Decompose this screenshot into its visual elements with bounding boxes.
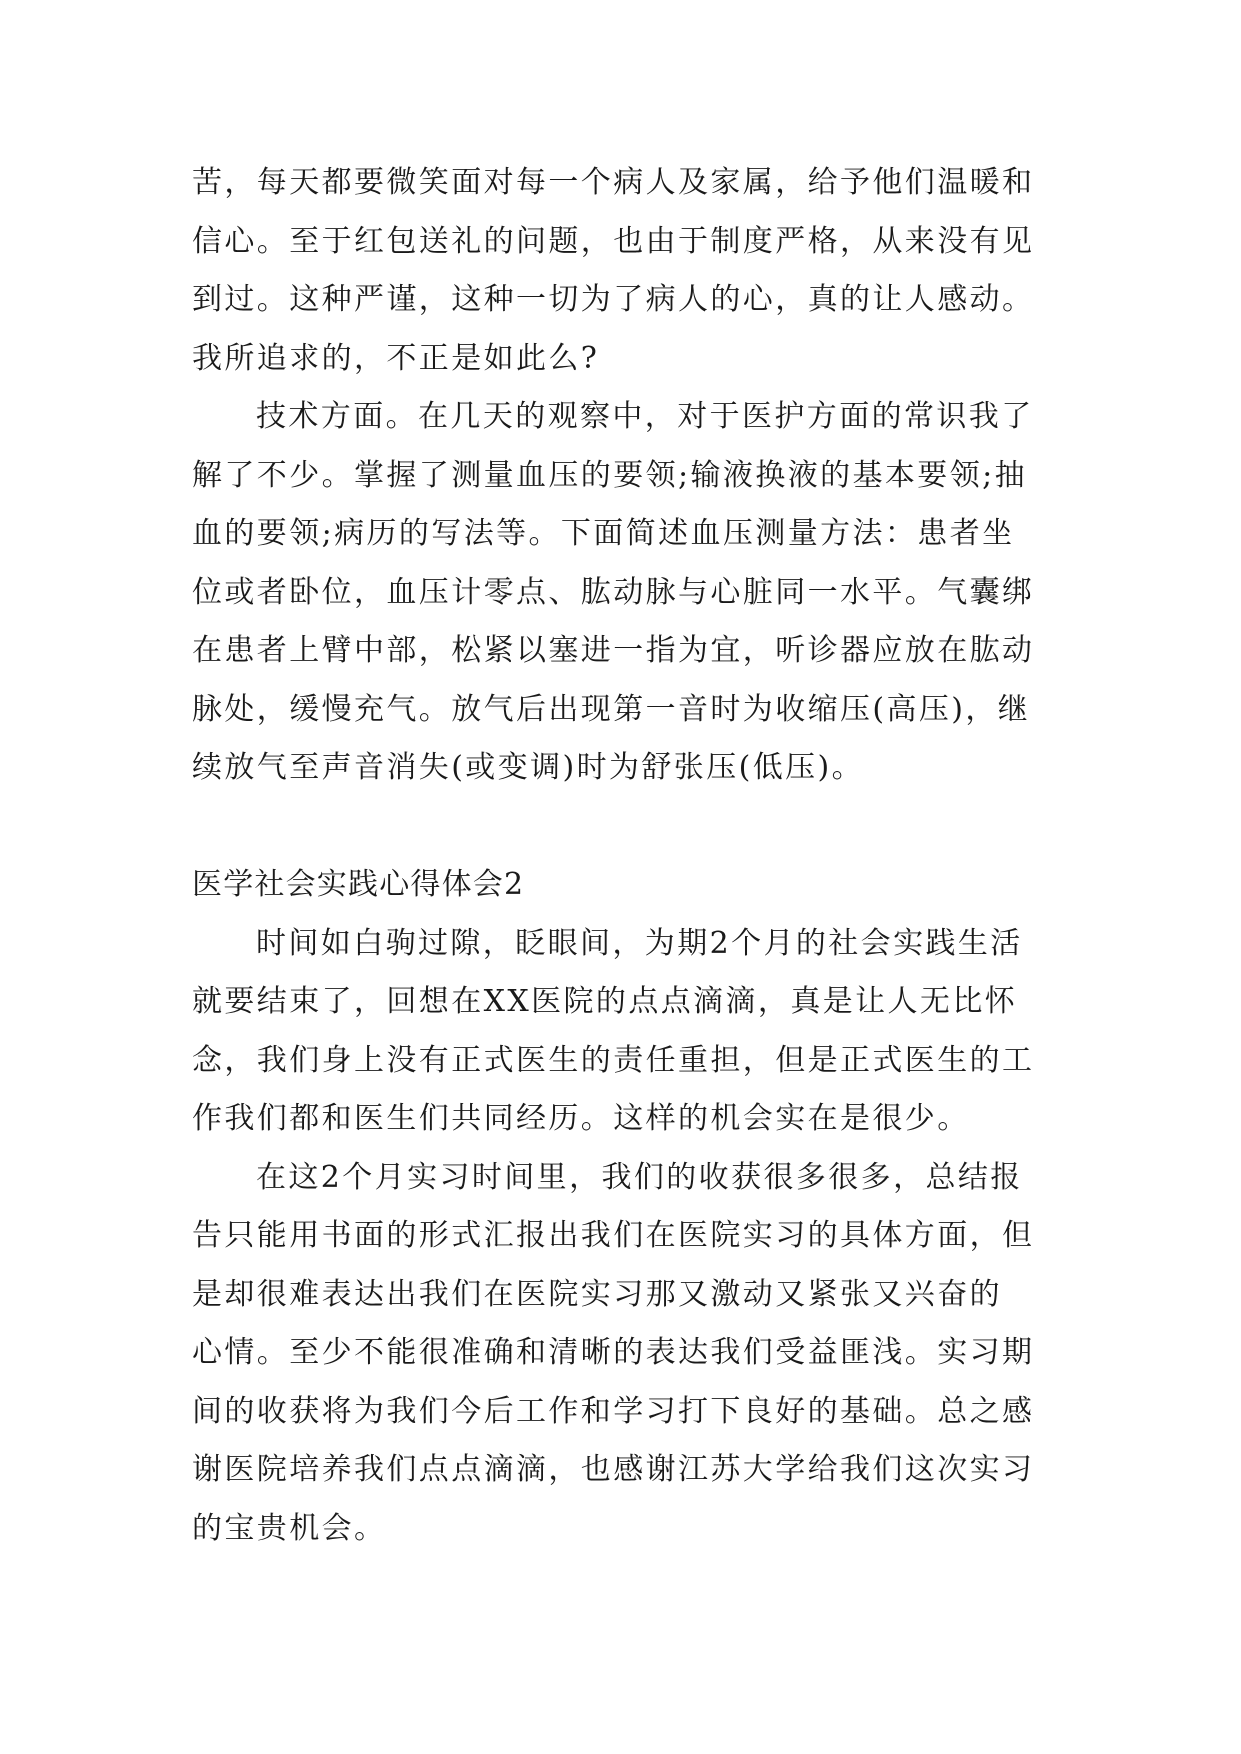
- text-line: 时间如白驹过隙，眨眼间，为期2个月的社会实践生活: [256, 925, 1023, 961]
- section-heading: 医学社会实践心得体会2: [192, 867, 525, 902]
- paragraph-summary: [192, 1149, 1064, 1559]
- text-line: 告只能用书面的形式汇报出我们在医院实习的具体方面，但: [192, 1218, 1035, 1253]
- text-line: 解了不少。掌握了测量血压的要领;输液换液的基本要领;抽: [192, 457, 1028, 493]
- text-line: 信心。至于红包送礼的问题，也由于制度严格，从来没有见: [192, 223, 1035, 259]
- text-line: 到过。这种严谨，这种一切为了病人的心，真的让人感动。: [192, 282, 1035, 317]
- text-line: 在患者上臂中部，松紧以塞进一指为宜，听诊器应放在肱动: [192, 633, 1035, 668]
- text-line: 续放气至声音消失(或变调)时为舒张压(低压)。: [192, 750, 865, 785]
- text-line: 位或者卧位，血压计零点、肱动脉与心脏同一水平。气囊绑: [192, 574, 1035, 610]
- paragraph-continuation: [192, 154, 1064, 388]
- text-line: 脉处，缓慢充气。放气后出现第一音时为收缩压(高压)，继: [192, 691, 1031, 727]
- text-line: 血的要领;病历的写法等。下面简述血压测量方法：患者坐: [192, 516, 1015, 551]
- paragraph-technique: [192, 388, 1064, 798]
- text-line: 间的收获将为我们今后工作和学习打下良好的基础。总之感: [192, 1393, 1035, 1429]
- text-line: 谢医院培养我们点点滴滴，也感谢江苏大学给我们这次实习: [192, 1452, 1035, 1487]
- document-body: [192, 154, 1064, 1558]
- text-line: 念，我们身上没有正式医生的责任重担，但是正式医生的工: [192, 1042, 1035, 1078]
- text-line: 在这2个月实习时间里，我们的收获很多很多，总结报: [256, 1159, 1023, 1195]
- text-line: 技术方面。在几天的观察中，对于医护方面的常识我了: [256, 399, 1034, 434]
- text-line: 就要结束了，回想在XX医院的点点滴滴，真是让人无比怀: [192, 984, 1018, 1019]
- paragraph-intro: [192, 915, 1064, 1149]
- text-line: 苦，每天都要微笑面对每一个病人及家属，给予他们温暖和: [192, 165, 1035, 200]
- text-line: 作我们都和医生们共同经历。这样的机会实在是很少。: [192, 1101, 970, 1136]
- text-line: 我所追求的，不正是如此么?: [192, 340, 600, 376]
- text-line: 心情。至少不能很准确和清晰的表达我们受益匪浅。实习期: [192, 1335, 1035, 1370]
- blank-line: [192, 798, 1064, 857]
- text-line: 的宝贵机会。: [192, 1510, 387, 1546]
- text-line: 是却很难表达出我们在医院实习那又激动又紧张又兴奋的: [192, 1276, 1002, 1312]
